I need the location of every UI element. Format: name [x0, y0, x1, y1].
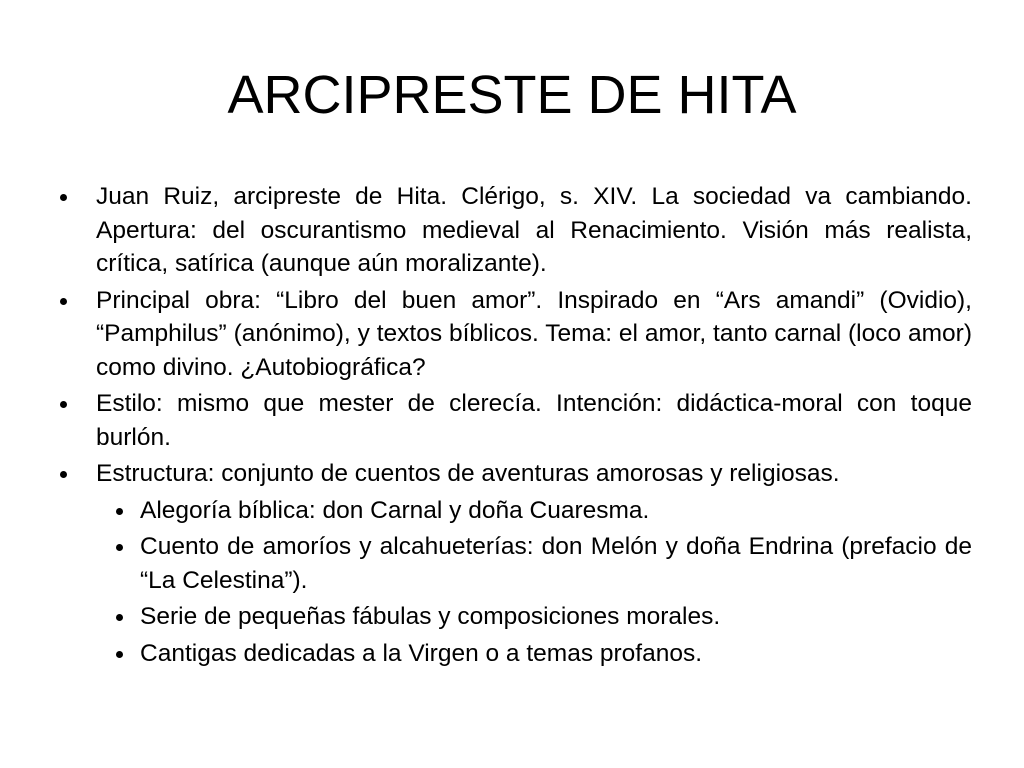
- bullet-text: Estilo: mismo que mester de clerecía. Intención: didáctica-moral con toque burlón.: [96, 390, 972, 451]
- bullet-dot-icon: [60, 298, 67, 305]
- sub-bullet-item: [60, 600, 972, 634]
- bullet-item: [60, 284, 972, 385]
- bullet-dot-icon: [116, 508, 123, 515]
- sub-bullet-text: Cantigas dedicadas a la Virgen o a temas profanos.: [140, 639, 703, 667]
- bullet-item: [60, 180, 972, 281]
- sub-bullet-item: [60, 637, 972, 671]
- bullet-text: Juan Ruiz, arcipreste de Hita. Clérigo, s. XIV. La sociedad va cambiando. Apertura: del oscurantismo medieval al Renacimiento. Visión más realista, crítica, satírica (aunque aún moralizante).: [96, 183, 972, 277]
- sub-bullet-item: [60, 494, 972, 528]
- bullet-text: Principal obra: “Libro del buen amor”. Inspirado en “Ars amandi” (Ovidio), “Pamphilus” (anónimo), y textos bíblicos. Tema: el amor, tanto carnal (loco amor) como divino. ¿Autobiográfica?: [96, 286, 972, 381]
- slide-title: ARCIPRESTE DE HITA: [227, 65, 797, 125]
- bullet-dot-icon: [60, 471, 67, 478]
- bullet-dot-icon: [60, 401, 67, 408]
- sub-bullet-text: Alegoría bíblica: don Carnal y doña Cuaresma.: [140, 496, 650, 524]
- sub-bullet-text: Serie de pequeñas fábulas y composiciones morales.: [140, 603, 721, 630]
- bullet-dot-icon: [116, 544, 123, 551]
- bullet-dot-icon: [60, 194, 67, 201]
- bullet-dot-icon: [116, 651, 123, 658]
- bullet-text: Estructura: conjunto de cuentos de aventuras amorosas y religiosas.: [96, 460, 840, 487]
- sub-bullet-text: Cuento de amoríos y alcahueterías: don Melón y doña Endrina (prefacio de “La Celestina”).: [140, 533, 972, 594]
- bullet-dot-icon: [116, 614, 123, 621]
- sub-bullet-item: [60, 530, 972, 597]
- bullet-item: [60, 387, 972, 454]
- bullet-item: [60, 457, 972, 491]
- bullet-list: [60, 180, 972, 673]
